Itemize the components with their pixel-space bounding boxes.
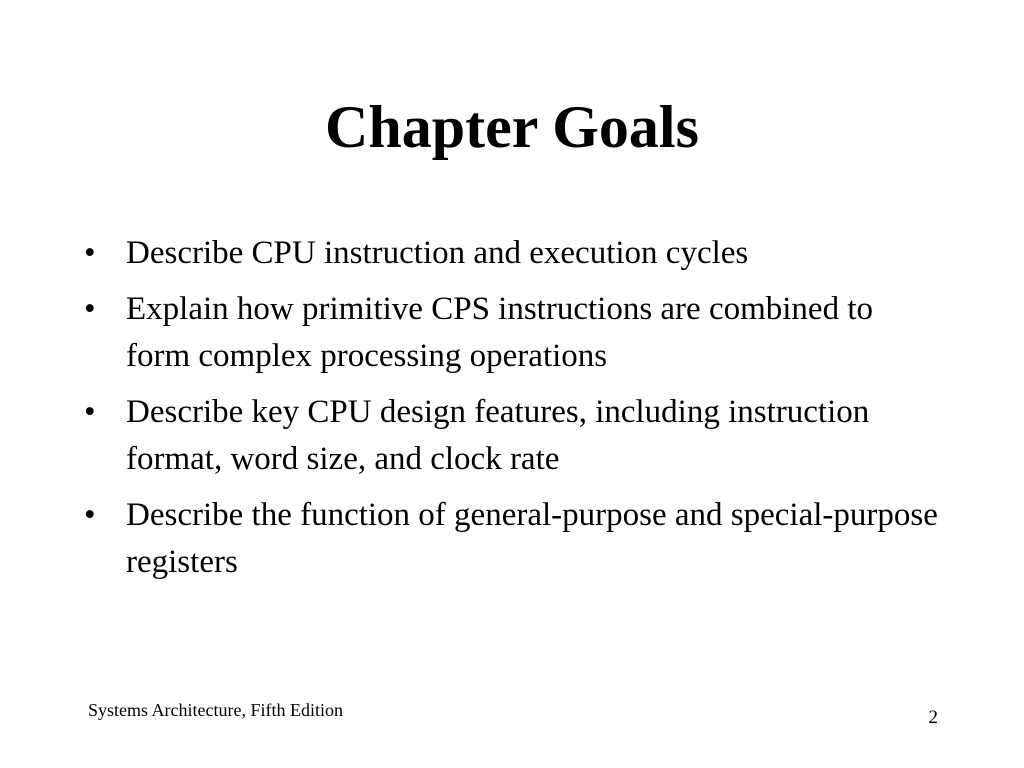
bullet-item <box>84 492 944 586</box>
bullet-item <box>84 286 944 380</box>
bullet-dot-icon: • <box>84 497 96 533</box>
bullet-dot-icon: • <box>84 394 96 430</box>
bullet-item <box>84 230 944 277</box>
bullet-dot-icon: • <box>84 291 96 327</box>
bullet-text: Explain how primitive CPS instructions are combined to form complex processing operations <box>126 291 873 374</box>
bullet-item <box>84 389 944 483</box>
page-number: 2 <box>928 707 938 728</box>
bullet-text: Describe the function of general-purpose and special-purpose registers <box>126 497 938 580</box>
slide-title: Chapter Goals <box>325 94 699 160</box>
bullet-text: Describe CPU instruction and execution cycles <box>126 235 749 271</box>
bullet-dot-icon: • <box>84 235 96 271</box>
footer-book-title: Systems Architecture, Fifth Edition <box>88 700 343 720</box>
bullet-text: Describe key CPU design features, including instruction format, word size, and clock rate <box>126 394 870 477</box>
bullet-list <box>84 230 944 595</box>
